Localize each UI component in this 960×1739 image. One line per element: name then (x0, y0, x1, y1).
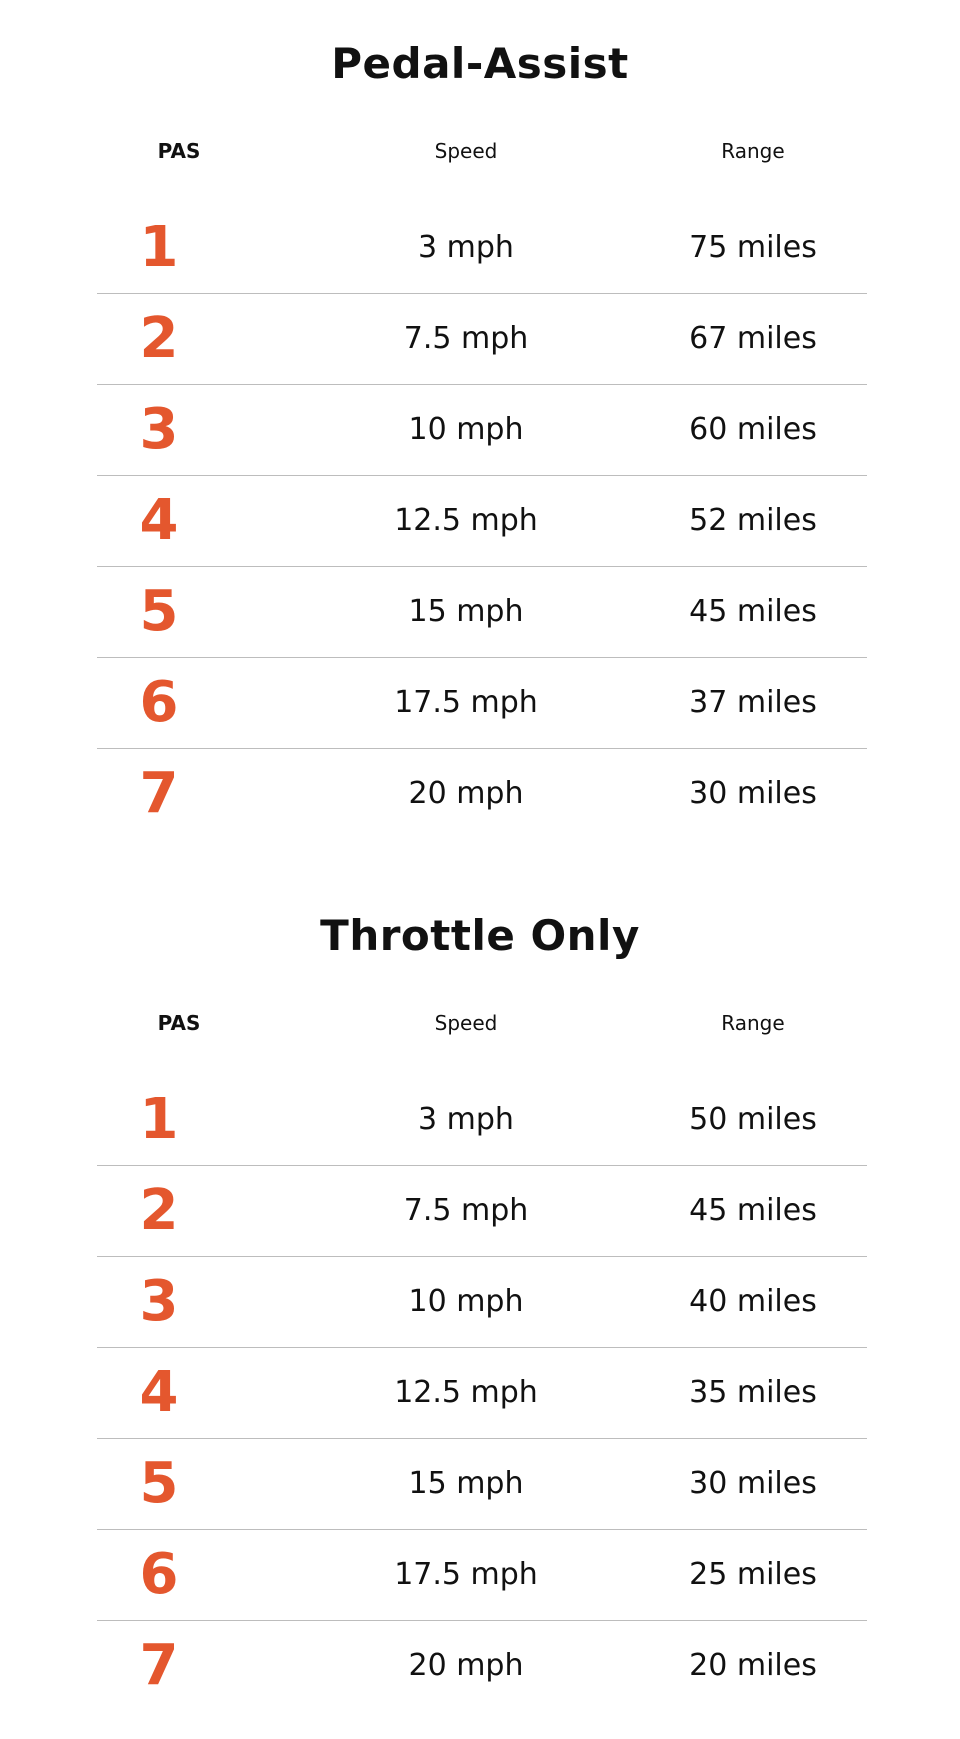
table-row (97, 385, 867, 476)
column-header-range: Range (721, 139, 785, 163)
speed-value: 15 mph (408, 594, 524, 629)
table-row (97, 658, 867, 749)
table-row (97, 476, 867, 567)
pedal-assist-table (97, 203, 867, 839)
speed-value: 3 mph (418, 1102, 514, 1137)
range-value: 60 miles (689, 412, 817, 447)
column-header-speed: Speed (434, 139, 498, 163)
table-row (97, 1257, 867, 1348)
range-value: 30 miles (689, 1466, 817, 1501)
column-header-pas: PAS (157, 1011, 201, 1035)
speed-value: 17.5 mph (394, 685, 538, 720)
table-row (97, 1439, 867, 1530)
range-value: 45 miles (689, 1193, 817, 1228)
pas-level: 4 (139, 1360, 179, 1425)
speed-value: 12.5 mph (394, 1375, 538, 1410)
pas-level: 5 (139, 1451, 179, 1516)
range-value: 52 miles (689, 503, 817, 538)
column-header-range: Range (721, 1011, 785, 1035)
range-value: 50 miles (689, 1102, 817, 1137)
speed-value: 10 mph (408, 412, 524, 447)
range-value: 30 miles (689, 776, 817, 811)
pas-level: 1 (139, 1087, 179, 1152)
speed-value: 17.5 mph (394, 1557, 538, 1592)
table-row (97, 294, 867, 385)
pas-level: 3 (139, 397, 179, 462)
pas-level: 1 (139, 215, 179, 280)
section-title: Pedal-Assist (331, 39, 629, 88)
section-title: Throttle Only (320, 911, 640, 960)
table-row (97, 749, 867, 839)
range-value: 40 miles (689, 1284, 817, 1319)
throttle-only-table (97, 1075, 867, 1711)
pas-level: 6 (139, 1542, 179, 1607)
pas-level: 2 (139, 306, 179, 371)
speed-value: 20 mph (408, 776, 524, 811)
speed-value: 20 mph (408, 1648, 524, 1683)
range-value: 75 miles (689, 230, 817, 265)
table-row (97, 203, 867, 294)
pas-level: 2 (139, 1178, 179, 1243)
range-value: 37 miles (689, 685, 817, 720)
range-value: 67 miles (689, 321, 817, 356)
pas-level: 5 (139, 579, 179, 644)
speed-value: 7.5 mph (403, 1193, 529, 1228)
table-row (97, 1348, 867, 1439)
pas-level: 7 (139, 761, 179, 826)
table-row (97, 567, 867, 658)
table-row (97, 1621, 867, 1711)
pas-level: 6 (139, 670, 179, 735)
table-row (97, 1075, 867, 1166)
speed-value: 10 mph (408, 1284, 524, 1319)
range-value: 25 miles (689, 1557, 817, 1592)
speed-value: 7.5 mph (403, 321, 529, 356)
table-row (97, 1530, 867, 1621)
column-header-speed: Speed (434, 1011, 498, 1035)
speed-value: 12.5 mph (394, 503, 538, 538)
pas-level: 3 (139, 1269, 179, 1334)
range-value: 20 miles (689, 1648, 817, 1683)
table-row (97, 1166, 867, 1257)
speed-value: 15 mph (408, 1466, 524, 1501)
column-header-pas: PAS (157, 139, 201, 163)
range-value: 45 miles (689, 594, 817, 629)
speed-value: 3 mph (418, 230, 514, 265)
pas-level: 4 (139, 488, 179, 553)
pas-level: 7 (139, 1633, 179, 1698)
range-value: 35 miles (689, 1375, 817, 1410)
